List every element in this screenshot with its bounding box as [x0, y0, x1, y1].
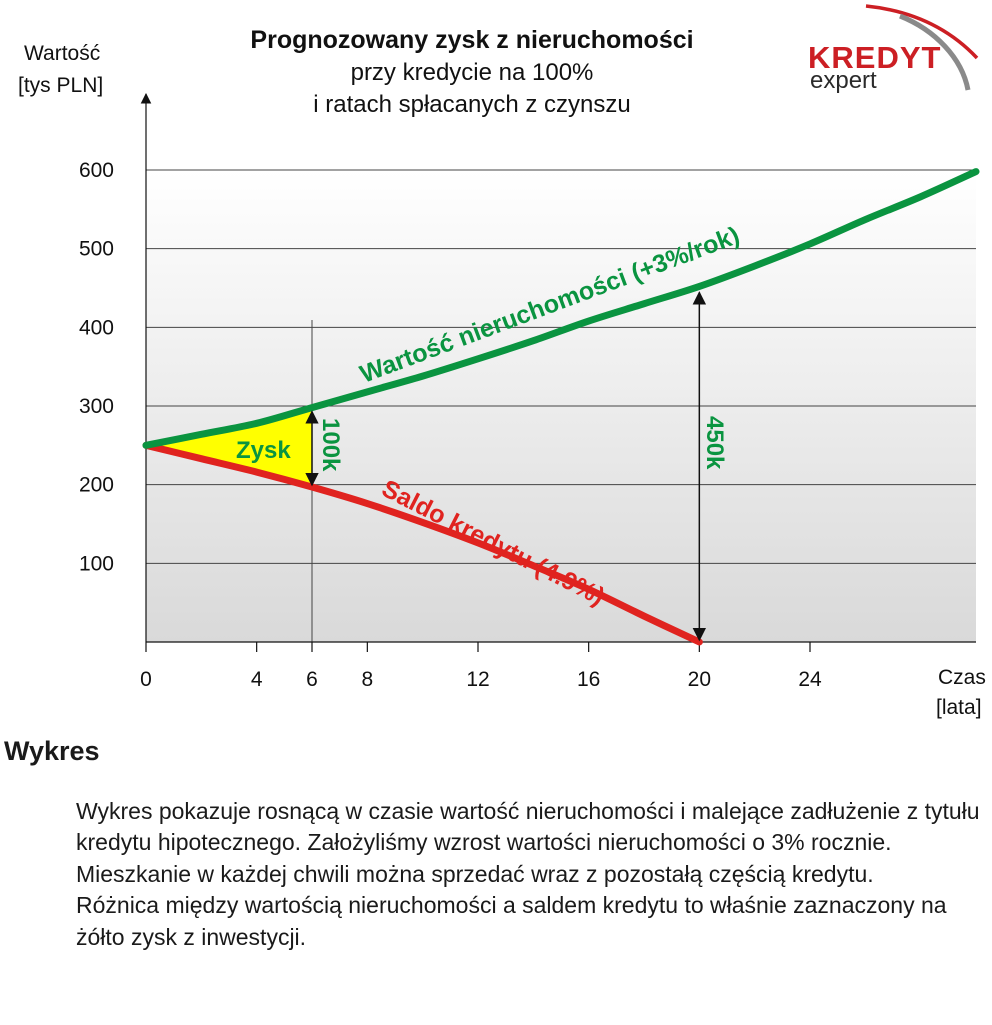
chart-title: Prognozowany zysk z nieruchomości: [250, 26, 694, 54]
x-tick-label: 16: [576, 668, 601, 691]
y-tick-label: 600: [78, 159, 114, 182]
x-tick-label: 6: [306, 668, 318, 691]
kredyt-expert-logo: [808, 6, 977, 94]
chart-subtitle-line1: przy kredycie na 100%: [350, 59, 594, 86]
logo-text-expert: expert: [810, 67, 877, 94]
y-tick-label: 300: [78, 395, 114, 418]
profit-label: Zysk: [236, 437, 291, 464]
description-paragraph-1: Wykres pokazuje rosnącą w czasie wartość nieruchomości i malejące zadłużenie z tytułu kredytu hipotecznego. Założyliśmy wzrost wartości nieruchomości o 3% rocznie.: [76, 798, 980, 856]
y-tick-label: 500: [78, 237, 114, 261]
x-tick-label: 4: [250, 668, 263, 691]
gap-label-20: 450k: [701, 416, 728, 470]
y-tick-label: 400: [78, 316, 114, 340]
description-paragraph-2: Mieszkanie w każdej chwili można sprzedać wraz z pozostałą częścią kredytu.: [76, 860, 874, 887]
x-tick-label: 12: [466, 668, 490, 691]
x-axis-label-line1: Czas: [938, 666, 986, 689]
x-tick-label: 24: [798, 668, 822, 691]
chart-title-block: [250, 26, 693, 118]
series-label-saldo-kredytu: Saldo kredytu (4.9%): [377, 474, 610, 611]
y-axis-label-line2: [tys PLN]: [18, 74, 104, 97]
x-tick-label: 0: [140, 668, 152, 691]
y-tick-label: 200: [78, 473, 114, 497]
x-axis-label-line2: [lata]: [936, 696, 982, 719]
x-tick-label: 8: [361, 668, 374, 691]
logo-text-kredyt: KREDYT: [808, 40, 942, 75]
chart-subtitle-line2: i ratach spłacanych z czynszu: [313, 91, 631, 118]
x-tick-label: 20: [687, 668, 712, 691]
gap-label-6: 100k: [317, 418, 344, 472]
y-axis-label-line1: Wartość: [24, 42, 101, 65]
series-label-wartosc-nieruchomosci: Wartość nieruchomości (+3%/rok): [356, 221, 744, 389]
section-description: [76, 796, 988, 953]
section-heading: Wykres: [4, 736, 100, 766]
description-paragraph-3: Różnica między wartością nieruchomości a saldem kredytu to właśnie zaznaczony na żółto zysk z inwestycji.: [76, 892, 947, 950]
y-tick-label: 100: [78, 552, 114, 576]
